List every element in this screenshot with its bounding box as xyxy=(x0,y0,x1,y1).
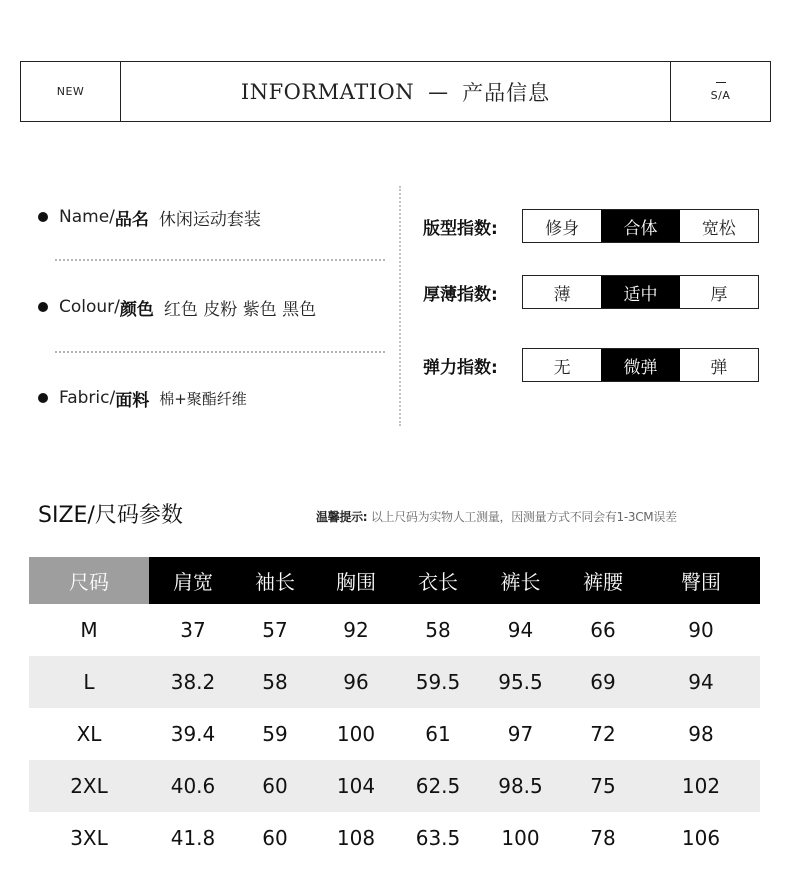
table-cell: 90 xyxy=(688,618,714,642)
table-row xyxy=(29,812,760,864)
table-cell: 62.5 xyxy=(415,774,461,798)
table-cell: 102 xyxy=(681,774,721,798)
tip-label: 温馨提示: xyxy=(316,510,368,524)
table-cell: 92 xyxy=(343,618,369,642)
table-cell: 60 xyxy=(262,826,288,850)
table-header-row xyxy=(29,557,760,604)
header-title xyxy=(121,62,670,121)
header-cell: 袖长 xyxy=(237,557,313,604)
index-option: 宽松 xyxy=(701,218,736,239)
index-label: 厚薄指数: xyxy=(423,284,498,305)
table-cell: 69 xyxy=(590,670,616,694)
size-table xyxy=(29,557,760,864)
header-cell: 裤腰 xyxy=(564,557,642,604)
table-cell: 100 xyxy=(501,826,540,850)
table-cell: 3XL xyxy=(70,826,108,850)
table-cell: 95.5 xyxy=(498,670,543,694)
index-option-selected: 适中 xyxy=(601,276,679,308)
table-row xyxy=(29,760,760,812)
table-cell: 94 xyxy=(507,618,534,642)
table-cell: 96 xyxy=(343,670,369,694)
table-cell: 100 xyxy=(336,722,376,746)
table-cell: 66 xyxy=(590,618,616,642)
index-option: 无 xyxy=(553,357,571,378)
table-cell: 75 xyxy=(590,774,616,798)
table-cell: 98 xyxy=(688,722,714,746)
table-cell: 104 xyxy=(336,774,376,798)
size-title: SIZE/尺码参数 xyxy=(38,503,183,528)
bullet-icon xyxy=(38,393,48,403)
header-right xyxy=(670,62,770,121)
colour-label-cn: 颜色 xyxy=(119,299,154,320)
table-cell: 98.5 xyxy=(498,774,543,798)
colour-value: 红色 皮粉 紫色 黑色 xyxy=(163,299,317,320)
dotted-divider xyxy=(55,351,385,353)
index-option-selected: 微弹 xyxy=(601,349,679,381)
table-cell: 72 xyxy=(590,722,616,746)
name-value: 休闲运动套装 xyxy=(158,209,261,230)
title-cn: 产品信息 xyxy=(462,80,551,105)
table-cell: 38.2 xyxy=(170,670,216,694)
index-option-selected: 合体 xyxy=(601,210,679,242)
table-cell: 37 xyxy=(180,618,206,642)
index-row-elasticity xyxy=(423,348,759,382)
index-row-thickness xyxy=(423,275,759,309)
header-cell: 臀围 xyxy=(642,557,760,604)
table-cell: 61 xyxy=(425,722,451,746)
header-cell: 胸围 xyxy=(313,557,399,604)
index-scale xyxy=(522,209,759,243)
index-scale xyxy=(522,275,759,309)
index-label: 弹力指数: xyxy=(423,357,498,378)
table-cell: 58 xyxy=(262,670,288,694)
header-right-bar xyxy=(716,82,726,83)
info-fabric-row xyxy=(38,386,247,410)
table-cell: 59 xyxy=(262,722,288,746)
table-cell: 108 xyxy=(336,826,376,850)
index-option: 薄 xyxy=(553,284,571,305)
title-en: INFORMATION xyxy=(240,79,415,104)
table-cell: 60 xyxy=(262,774,288,798)
table-cell: L xyxy=(83,670,95,694)
size-tip xyxy=(316,508,677,525)
index-option: 厚 xyxy=(710,284,728,305)
title-separator: — xyxy=(428,79,449,104)
info-colour-row xyxy=(38,295,316,319)
name-label-cn: 品名 xyxy=(114,209,149,230)
bullet-icon xyxy=(38,212,48,222)
vertical-dotted-divider xyxy=(399,186,401,426)
colour-label-en: Colour/ xyxy=(59,297,120,317)
index-row-fit xyxy=(423,209,759,243)
sa-label: S/A xyxy=(710,88,731,102)
header-cell: 衣长 xyxy=(399,557,477,604)
table-cell: 59.5 xyxy=(415,670,461,694)
table-cell: 78 xyxy=(590,826,616,850)
info-name-row xyxy=(38,205,261,229)
fabric-value: 棉+聚酯纤维 xyxy=(159,389,247,408)
index-scale xyxy=(522,348,759,382)
table-cell: XL xyxy=(76,722,102,746)
table-row xyxy=(29,604,760,656)
fabric-label-en: Fabric/ xyxy=(59,388,116,408)
header-cell: 肩宽 xyxy=(149,557,237,604)
header-cell: 裤长 xyxy=(477,557,564,604)
table-cell: 63.5 xyxy=(415,826,461,850)
dotted-divider xyxy=(55,259,385,261)
info-header xyxy=(20,61,771,122)
table-cell: M xyxy=(80,618,98,642)
header-cell: 尺码 xyxy=(29,557,149,604)
new-label: NEW xyxy=(21,62,121,121)
table-cell: 94 xyxy=(688,670,714,694)
index-label: 版型指数: xyxy=(423,218,498,239)
table-cell: 106 xyxy=(681,826,721,850)
table-cell: 40.6 xyxy=(170,774,216,798)
table-row xyxy=(29,708,760,760)
bullet-icon xyxy=(38,302,48,312)
index-option: 弹 xyxy=(710,357,728,378)
fabric-label-cn: 面料 xyxy=(115,390,150,411)
table-cell: 39.4 xyxy=(170,722,216,746)
table-cell: 41.8 xyxy=(170,826,216,850)
table-cell: 58 xyxy=(425,618,451,642)
table-row xyxy=(29,656,760,708)
tip-text: 以上尺码为实物人工测量，因测量方式不同会有1-3CM误差 xyxy=(370,510,677,524)
table-cell: 97 xyxy=(507,722,534,746)
table-cell: 57 xyxy=(262,618,288,642)
table-cell: 2XL xyxy=(70,774,108,798)
index-option: 修身 xyxy=(545,218,580,239)
name-label-en: Name/ xyxy=(59,207,115,227)
